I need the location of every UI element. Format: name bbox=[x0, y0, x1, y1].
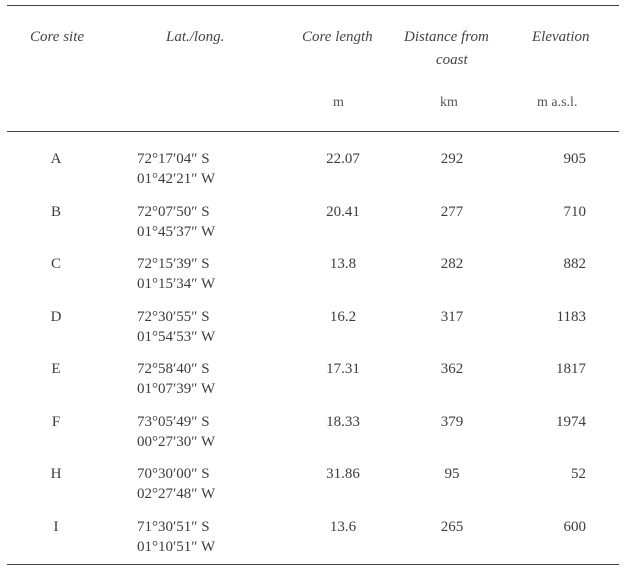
bottom-rule bbox=[7, 564, 619, 565]
header-lat-long: Lat./long. bbox=[166, 29, 225, 45]
latitude-value: 72°58′40″ S bbox=[137, 361, 210, 377]
longitude-value: 01°10′51″ W bbox=[137, 539, 216, 555]
lat-long-cell bbox=[137, 202, 215, 242]
lat-long-cell bbox=[137, 412, 215, 452]
latitude-value: 70°30′00″ S bbox=[137, 466, 210, 482]
latitude-value: 72°07′50″ S bbox=[137, 204, 210, 220]
lat-long-cell bbox=[137, 464, 215, 504]
core-length-cell: 16.2 bbox=[329, 309, 357, 325]
longitude-value: 02°27′48″ W bbox=[137, 486, 216, 502]
header-rule bbox=[7, 131, 619, 132]
latitude-value: 73°05′49″ S bbox=[137, 414, 210, 430]
core-site-cell: A bbox=[50, 151, 62, 167]
top-rule bbox=[7, 5, 619, 6]
table-row bbox=[0, 464, 626, 508]
latitude-value: 72°15′39″ S bbox=[137, 256, 210, 272]
core-length-cell: 20.41 bbox=[326, 204, 360, 220]
distance-cell: 282 bbox=[440, 256, 464, 272]
header-core-site: Core site bbox=[30, 29, 85, 45]
core-site-cell: D bbox=[50, 309, 62, 325]
longitude-value: 01°54′53″ W bbox=[137, 329, 216, 345]
elevation-cell: 1974 bbox=[556, 414, 586, 430]
core-length-cell: 13.8 bbox=[329, 256, 357, 272]
distance-cell: 95 bbox=[444, 466, 460, 482]
distance-cell: 317 bbox=[440, 309, 464, 325]
table-row bbox=[0, 202, 626, 246]
distance-cell: 362 bbox=[440, 361, 464, 377]
lat-long-cell bbox=[137, 254, 215, 294]
table-row bbox=[0, 359, 626, 403]
header-distance-line2: coast bbox=[436, 52, 468, 68]
core-site-cell: C bbox=[50, 256, 61, 272]
latitude-value: 72°17′04″ S bbox=[137, 151, 210, 167]
elevation-cell: 905 bbox=[563, 151, 586, 167]
table-row bbox=[0, 412, 626, 456]
elevation-cell: 710 bbox=[563, 204, 586, 220]
longitude-value: 01°45′37″ W bbox=[137, 224, 216, 240]
core-length-cell: 22.07 bbox=[326, 151, 360, 167]
latitude-value: 72°30′55″ S bbox=[137, 309, 210, 325]
table-row bbox=[0, 517, 626, 561]
latitude-value: 71°30′51″ S bbox=[137, 519, 210, 535]
elevation-cell: 1817 bbox=[556, 361, 586, 377]
core-length-cell: 17.31 bbox=[326, 361, 360, 377]
unit-distance: km bbox=[440, 95, 458, 110]
table-row bbox=[0, 307, 626, 351]
header-elevation: Elevation bbox=[532, 29, 590, 45]
distance-cell: 277 bbox=[440, 204, 464, 220]
header-core-length: Core length bbox=[302, 29, 373, 45]
core-site-cell: F bbox=[51, 414, 61, 430]
header-distance-line1: Distance from bbox=[404, 29, 489, 45]
elevation-cell: 600 bbox=[563, 519, 586, 535]
unit-core-length: m bbox=[333, 95, 344, 110]
lat-long-cell bbox=[137, 307, 215, 347]
elevation-cell: 52 bbox=[571, 466, 586, 482]
elevation-cell: 882 bbox=[563, 256, 586, 272]
elevation-cell: 1183 bbox=[556, 309, 586, 325]
longitude-value: 01°42′21″ W bbox=[137, 171, 216, 187]
table-row bbox=[0, 149, 626, 193]
core-site-cell: I bbox=[53, 519, 59, 535]
lat-long-cell bbox=[137, 517, 215, 557]
core-site-cell: B bbox=[50, 204, 61, 220]
distance-cell: 265 bbox=[440, 519, 464, 535]
core-length-cell: 13.6 bbox=[329, 519, 357, 535]
core-site-cell: H bbox=[50, 466, 62, 482]
distance-cell: 379 bbox=[440, 414, 464, 430]
longitude-value: 01°07′39″ W bbox=[137, 381, 216, 397]
lat-long-cell bbox=[137, 149, 215, 189]
core-length-cell: 31.86 bbox=[326, 466, 360, 482]
longitude-value: 01°15′34″ W bbox=[137, 276, 216, 292]
unit-elevation: m a.s.l. bbox=[537, 95, 578, 110]
core-length-cell: 18.33 bbox=[326, 414, 360, 430]
table-row bbox=[0, 254, 626, 298]
distance-cell: 292 bbox=[440, 151, 464, 167]
lat-long-cell bbox=[137, 359, 215, 399]
longitude-value: 00°27′30″ W bbox=[137, 434, 216, 450]
core-site-cell: E bbox=[51, 361, 61, 377]
